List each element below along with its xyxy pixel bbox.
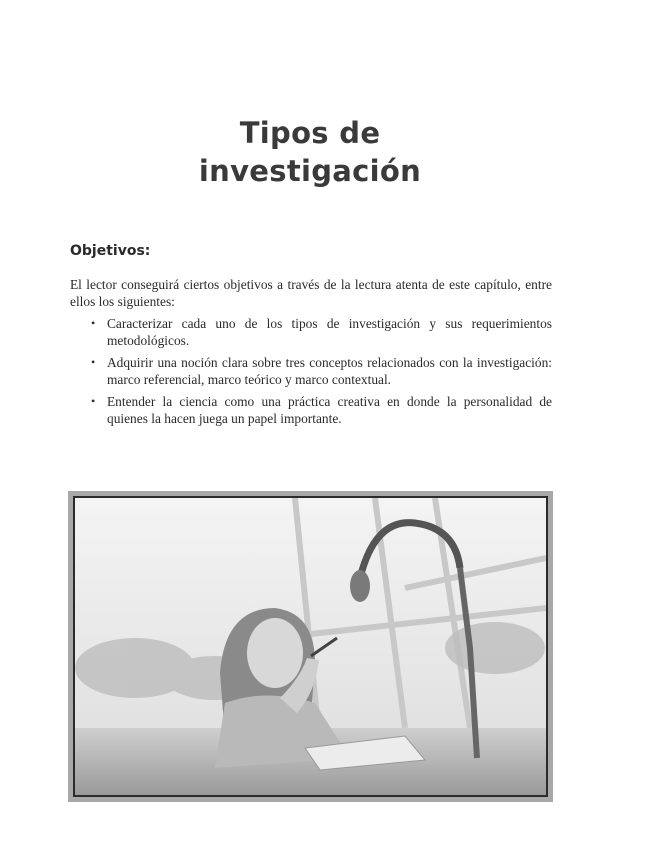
photo-illustration — [75, 498, 546, 795]
objective-text: Caracterizar cada uno de los tipos de investigación y sus requerimientos metodológicos. — [107, 316, 552, 348]
list-item — [70, 315, 552, 349]
objectives-heading: Objetivos: — [70, 243, 151, 259]
chapter-title-line-2: investigación — [198, 154, 422, 188]
chapter-photo-frame — [68, 491, 553, 802]
chapter-title-line-1: Tipos de — [239, 116, 381, 150]
objectives-intro: El lector conseguirá ciertos objetivos a través de la lectura atenta de este capítulo, entre ellos los siguientes: — [70, 277, 552, 309]
objective-text: Adquirir una noción clara sobre tres conceptos relacionados con la investigación: marco referencial, marco teórico y marco contextual. — [107, 355, 552, 387]
bullet-icon: • — [91, 394, 96, 408]
objectives-list — [70, 315, 552, 432]
list-item — [70, 393, 552, 427]
bullet-icon: • — [91, 316, 96, 330]
photo-girl-studying-icon — [73, 496, 548, 797]
list-item — [70, 354, 552, 388]
objective-text: Entender la ciencia como una práctica creativa en donde la personalidad de quienes la hacen juega un papel importante. — [107, 394, 552, 426]
chapter-title — [0, 114, 620, 190]
bullet-icon: • — [91, 355, 96, 369]
